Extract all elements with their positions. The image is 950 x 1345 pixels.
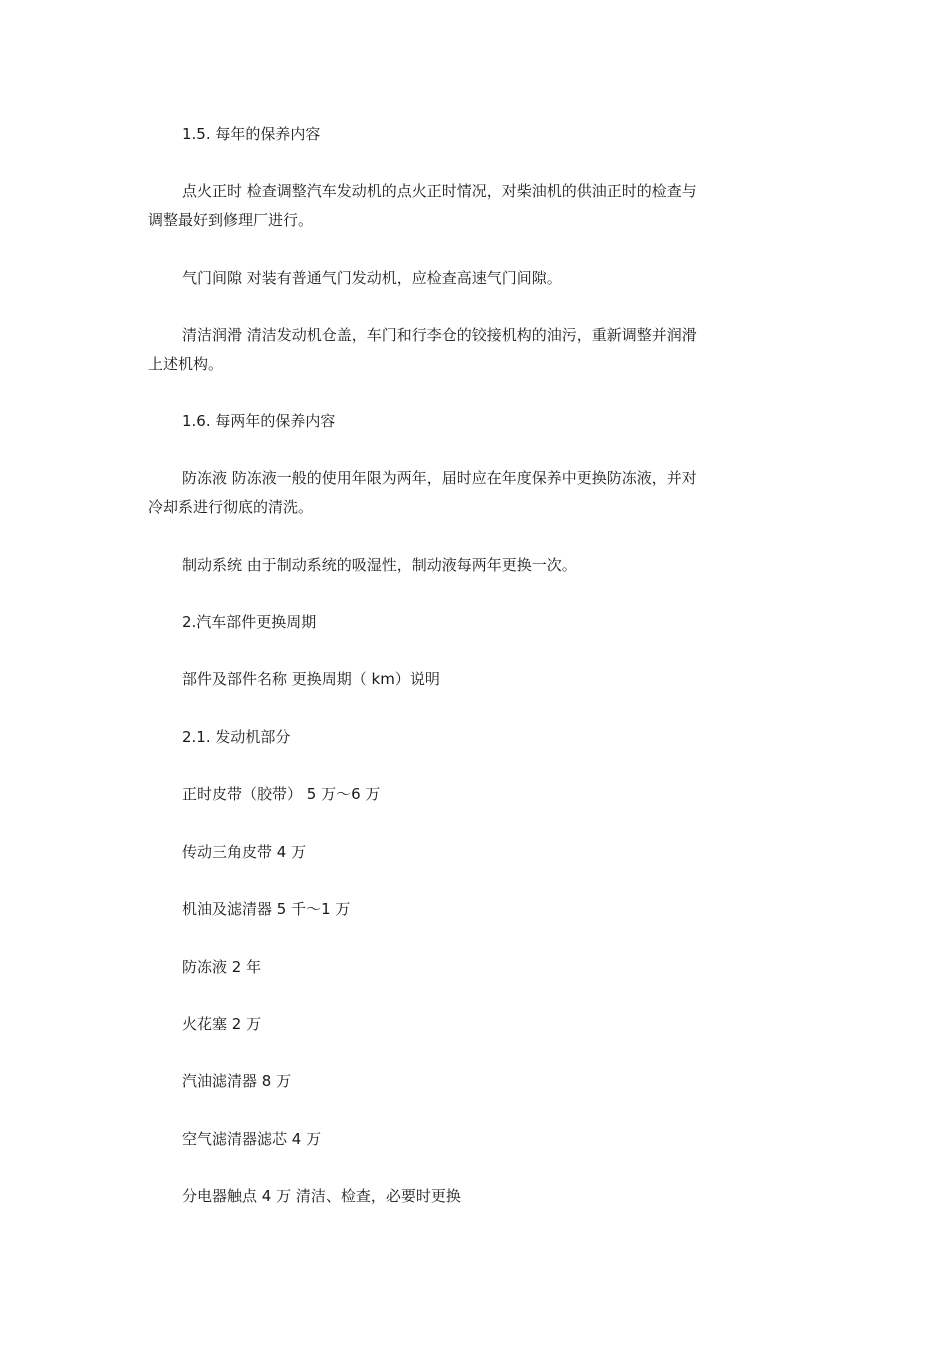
part-item-distributor-contacts: 分电器触点 4 万 清洁、检查，必要时更换 [182, 1187, 461, 1205]
part-item-timing-belt: 正时皮带（胶带） 5 万～6 万 [182, 785, 381, 803]
section-heading-2-1: 2.1. 发动机部分 [182, 728, 291, 746]
section-heading-2: 2.汽车部件更换周期 [182, 613, 317, 631]
paragraph-antifreeze-line-2: 冷却系进行彻底的清洗。 [148, 498, 314, 516]
part-item-v-belt: 传动三角皮带 4 万 [182, 843, 307, 861]
section-heading-1-5: 1.5. 每年的保养内容 [182, 125, 321, 143]
paragraph-antifreeze-line-1: 防冻液 防冻液一般的使用年限为两年，届时应在年度保养中更换防冻液，并对 [182, 469, 697, 487]
table-header-line: 部件及部件名称 更换周期（ km）说明 [182, 670, 440, 688]
paragraph-cleaning-lubrication-line-2: 上述机构。 [148, 355, 224, 373]
part-item-spark-plug: 火花塞 2 万 [182, 1015, 262, 1033]
section-heading-1-6: 1.6. 每两年的保养内容 [182, 412, 336, 430]
paragraph-ignition-timing-line-2: 调整最好到修理厂进行。 [148, 211, 314, 229]
part-item-antifreeze: 防冻液 2 年 [182, 958, 262, 976]
paragraph-ignition-timing-line-1: 点火正时 检查调整汽车发动机的点火正时情况，对柴油机的供油正时的检查与 [182, 182, 697, 200]
part-item-air-filter: 空气滤清器滤芯 4 万 [182, 1130, 322, 1148]
paragraph-valve-clearance: 气门间隙 对装有普通气门发动机，应检查高速气门间隙。 [182, 269, 562, 287]
part-item-oil-filter: 机油及滤清器 5 千～1 万 [182, 900, 351, 918]
part-item-fuel-filter: 汽油滤清器 8 万 [182, 1072, 292, 1090]
paragraph-brake-system: 制动系统 由于制动系统的吸湿性，制动液每两年更换一次。 [182, 556, 577, 574]
paragraph-cleaning-lubrication-line-1: 清洁润滑 清洁发动机仓盖，车门和行李仓的铰接机构的油污，重新调整并润滑 [182, 326, 697, 344]
